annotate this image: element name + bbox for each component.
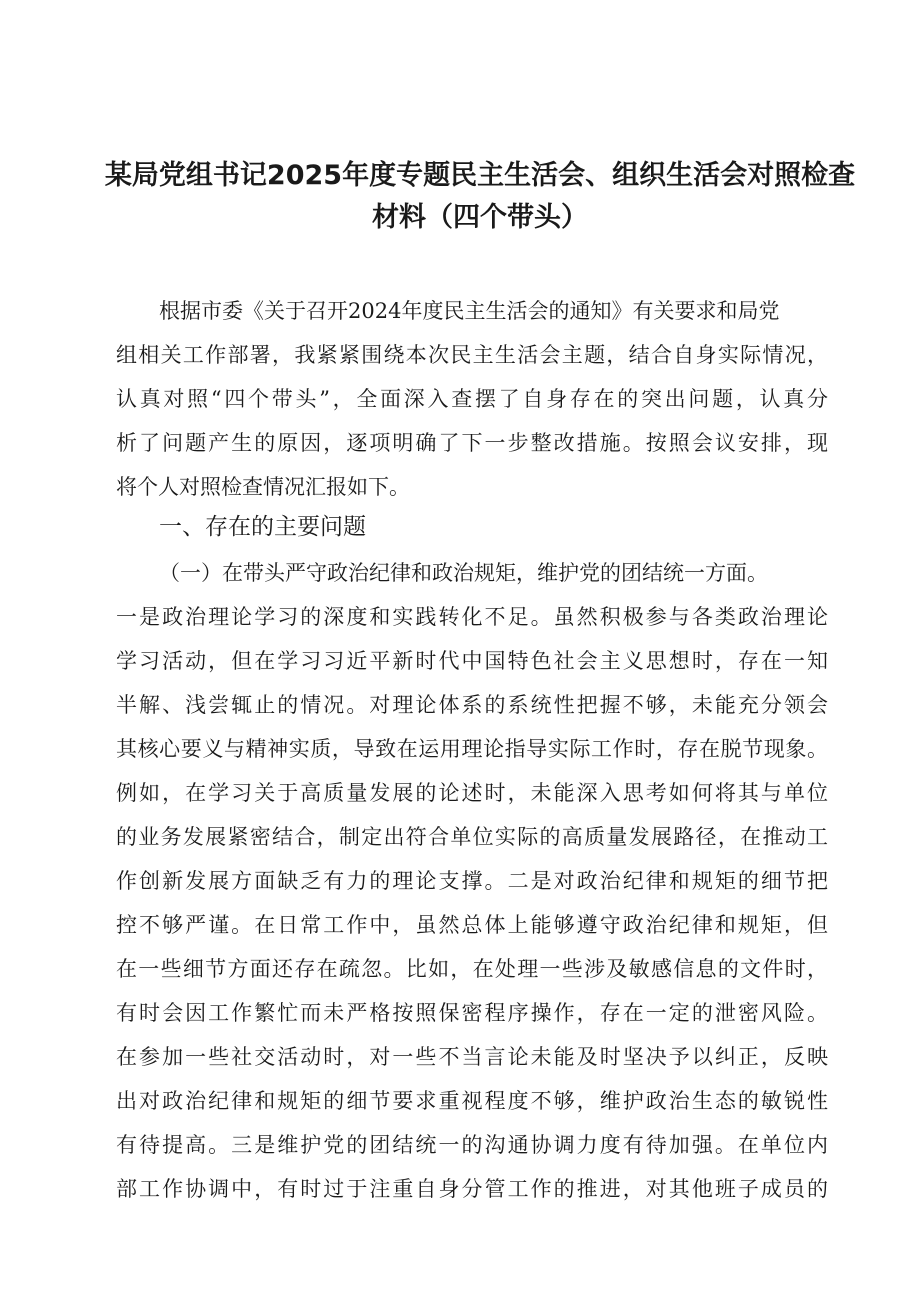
intro-line-1: 根据市委《关于召开2024年度民主生活会的通知》有关要求和局党 — [159, 299, 780, 323]
body-line-15: 部工作协调中，有时过于注重自身分管工作的推进，对其他班子成员的 — [116, 1177, 828, 1201]
body-line-12: 在参加一些社交活动时，对一些不当言论未能及时坚决予以纠正，反映 — [116, 1045, 828, 1069]
body-line-1: （一）在带头严守政治纪律和政治规矩，维护党的团结统一方面。 — [159, 561, 768, 585]
body-line-14: 有待提高。三是维护党的团结统一的沟通协调力度有待加强。在单位内 — [116, 1133, 828, 1157]
intro-line-2: 组相关工作部署，我紧紧围绕本次民主生活会主题，结合自身实际情况， — [116, 343, 828, 367]
body-line-11: 有时会因工作繁忙而未严格按照保密程序操作，存在一定的泄密风险。 — [116, 1001, 828, 1025]
body-line-10: 在一些细节方面还存在疏忽。比如，在处理一些涉及敏感信息的文件时， — [116, 957, 828, 981]
body-line-6: 例如，在学习关于高质量发展的论述时，未能深入思考如何将其与单位 — [116, 781, 828, 805]
section-heading: 一、存在的主要问题 — [159, 514, 366, 540]
intro-line-5: 将个人对照检查情况汇报如下。 — [116, 475, 410, 499]
body-line-9: 控不够严谨。在日常工作中，虽然总体上能够遵守政治纪律和规矩，但 — [116, 913, 828, 937]
document-title-line-2: 材料（四个带头） — [372, 202, 588, 233]
body-line-4: 半解、浅尝辄止的情况。对理论体系的系统性把握不够，未能充分领会 — [116, 693, 828, 717]
intro-line-4: 析了问题产生的原因，逐项明确了下一步整改措施。按照会议安排，现 — [116, 431, 828, 455]
document-title-line-1: 某局党组书记2025年度专题民主生活会、组织生活会对照检查 — [104, 160, 856, 191]
body-line-8: 作创新发展方面缺乏有力的理论支撑。二是对政治纪律和规矩的细节把 — [116, 869, 828, 893]
body-line-13: 出对政治纪律和规矩的细节要求重视程度不够，维护政治生态的敏锐性 — [116, 1089, 828, 1113]
body-line-5: 其核心要义与精神实质，导致在运用理论指导实际工作时，存在脱节现象。 — [116, 737, 828, 761]
body-line-7: 的业务发展紧密结合，制定出符合单位实际的高质量发展路径，在推动工 — [116, 825, 828, 849]
body-line-3: 学习活动，但在学习习近平新时代中国特色社会主义思想时，存在一知 — [116, 649, 828, 673]
intro-line-3: 认真对照“四个带头”，全面深入查摆了自身存在的突出问题，认真分 — [116, 387, 828, 411]
body-line-2: 一是政治理论学习的深度和实践转化不足。虽然积极参与各类政治理论 — [116, 605, 828, 629]
